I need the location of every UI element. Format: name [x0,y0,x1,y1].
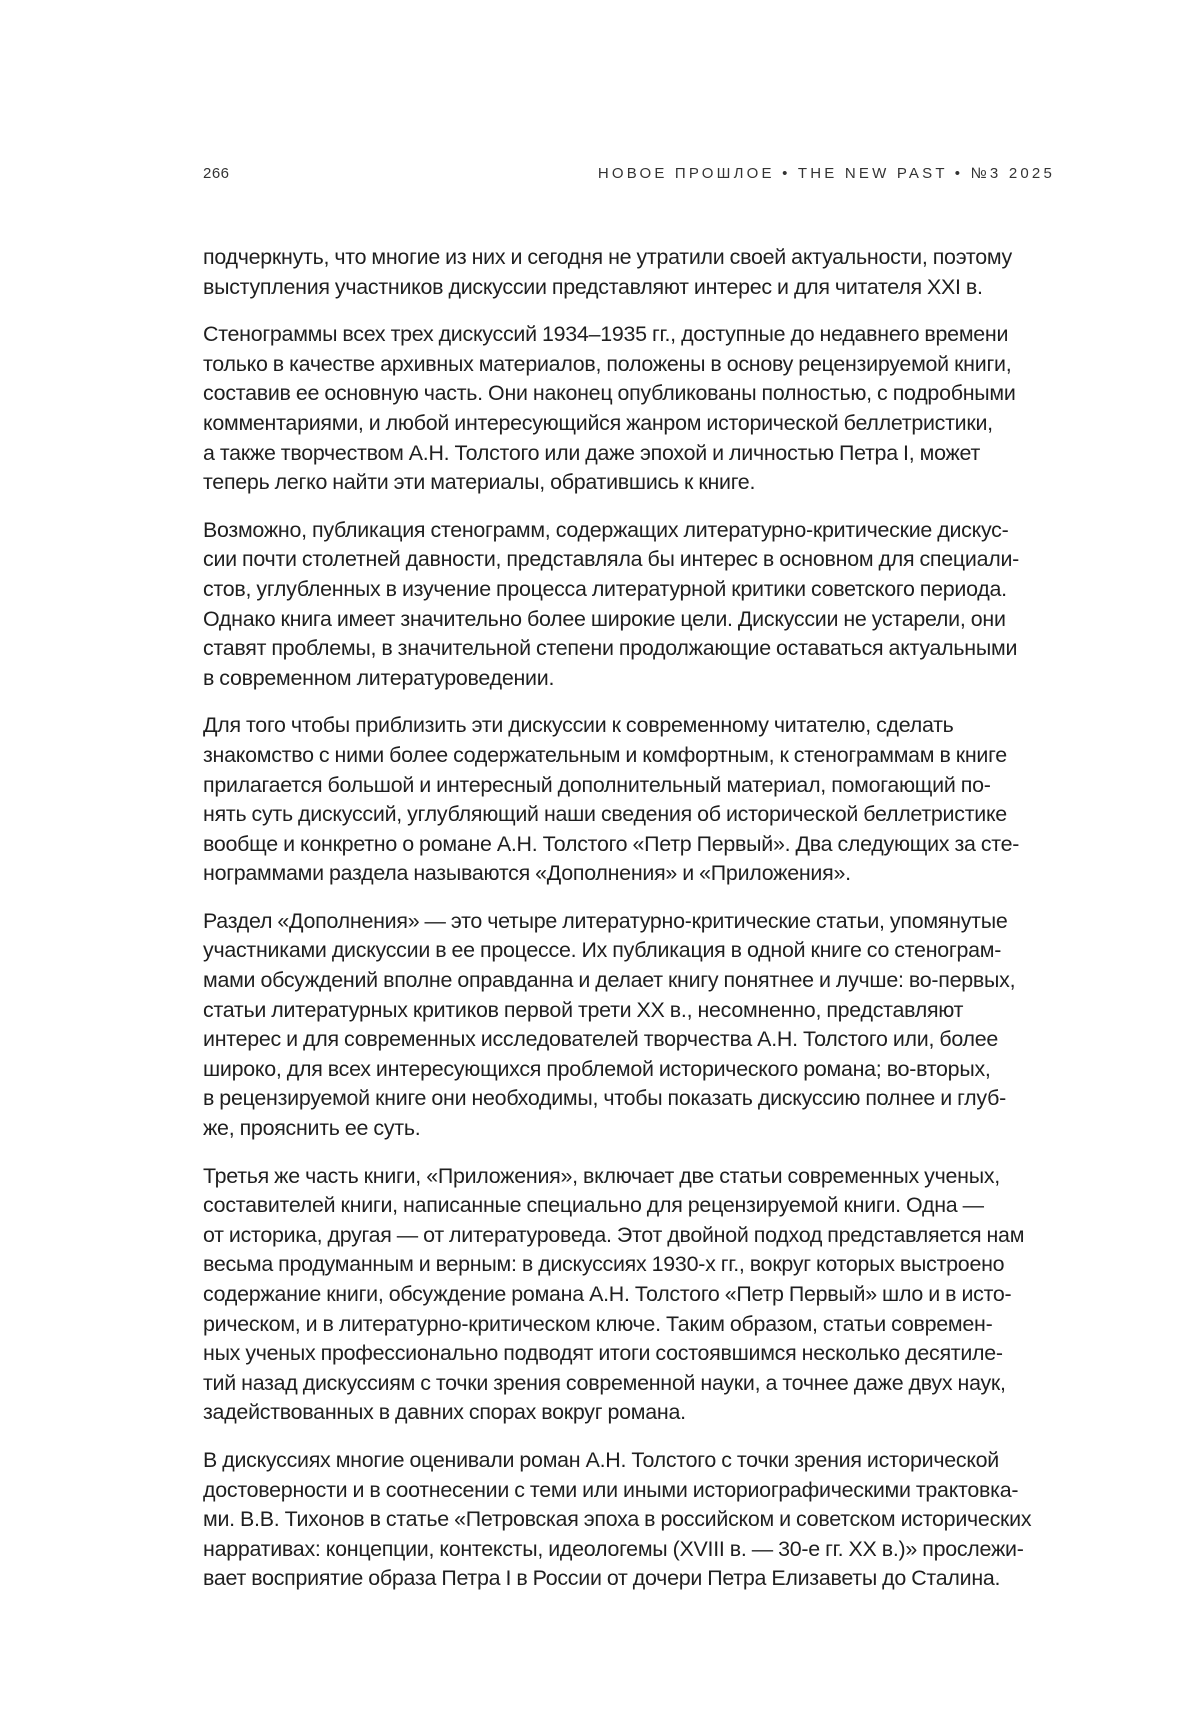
paragraph [203,320,1055,498]
text-line: интерес и для современных исследователей творчества А.Н. Толстого или, более [203,1027,999,1052]
paragraph [203,907,1055,1144]
text-line: Раздел «Дополнения» — это четыре литературно-критические статьи, упомянутые [203,908,1008,933]
text-line: весьма продуманным и верным: в дискуссиях 1930-х гг., вокруг которых выстроено [203,1252,1005,1277]
text-line: широко, для всех интересующихся проблемой исторического романа; во-вторых, [203,1056,991,1081]
text-line: статьи литературных критиков первой трети XX в., несомненно, представляют [203,997,964,1022]
text-line: содержание книги, обсуждение романа А.Н. Толстого «Петр Первый» шло и в исто- [203,1282,1012,1306]
text-line: подчеркнуть, что многие из них и сегодня не утратили своей актуальности, поэтому [203,245,1012,269]
paragraph [203,1446,1055,1594]
journal-title: НОВОЕ ПРОШЛОЕ • THE NEW PAST • №3 2025 [597,165,1055,182]
text-line: Стенограммы всех трех дискуссий 1934–1935 гг., доступные до недавнего времени [203,322,1009,347]
text-line: Третья же часть книги, «Приложения», включает две статьи современных ученых, [203,1163,1000,1188]
text-line: только в качестве архивных материалов, положены в основу рецензируемой книги, [203,351,1012,376]
text-line: нограммами раздела называются «Дополнения» и «Приложения». [203,861,851,886]
text-line: нять суть дискуссий, углубляющий наши сведения об исторической беллетристике [203,802,1007,827]
text-line: в современном литературоведении. [203,665,555,690]
text-line: нарративах: концепции, контексты, идеологемы (XVIII в. — 30-е гг. XX в.)» прослежи- [203,1536,1024,1561]
text-line: Для того чтобы приблизить эти дискуссии к современному читателю, сделать [203,713,954,738]
text-line: комментариями, и любой интересующийся жанром исторической беллетристики, [203,410,993,435]
text-line: же, прояснить ее суть. [203,1116,421,1141]
text-line: участниками дискуссии в ее процессе. Их публикация в одной книге со стенограм- [203,938,1002,963]
text-line: Однако книга имеет значительно более широкие цели. Дискуссии не устарели, они [203,606,1006,631]
page-number: 266 [203,165,230,182]
text-line: мами обсуждений вполне оправданна и делает книгу понятнее и лучше: во-первых, [203,968,1016,993]
text-line: а также творчеством А.Н. Толстого или даже эпохой и личностью Петра I, может [203,440,981,465]
text-line: знакомство с ними более содержательным и комфортным, к стенограммам в книге [203,742,1007,767]
text-line: прилагается большой и интересный дополнительный материал, помогающий по- [203,772,991,797]
paragraph [203,1162,1055,1428]
text-line: Возможно, публикация стенограмм, содержащих литературно-критические дискус- [203,517,1009,542]
text-line: выступления участников дискуссии представляют интерес и для читателя XXI в. [203,274,983,299]
text-line: составив ее основную часть. Они наконец опубликованы полностью, с подробными [203,381,1016,406]
paragraph [203,243,1055,302]
running-header [203,165,1055,187]
text-line: стов, углубленных в изучение процесса литературной критики советского периода. [203,576,1007,601]
text-line: составителей книги, написанные специально для рецензируемой книги. Одна — [203,1193,984,1218]
text-line: достоверности и в соотнесении с теми или иными историографическими трактовка- [203,1477,1019,1502]
text-line: теперь легко найти эти материалы, обратившись к книге. [203,470,756,495]
text-line: ставят проблемы, в значительной степени продолжающие оставаться актуальными [203,636,1018,661]
text-line: рическом, и в литературно-критическом ключе. Таким образом, статьи современ- [203,1311,993,1336]
text-line: ми. В.В. Тихонов в статье «Петровская эпоха в российском и советском исторических [203,1507,1032,1532]
text-line: вообще и конкретно о романе А.Н. Толстого «Петр Первый». Два следующих за сте- [203,831,1020,856]
text-line: вает восприятие образа Петра I в России от дочери Петра Елизаветы до Сталина. [203,1566,1001,1591]
text-line: тий назад дискуссиям с точки зрения современной науки, а точнее даже двух наук, [203,1370,1006,1395]
text-line: в рецензируемой книге они необходимы, чтобы показать дискуссию полнее и глуб- [203,1086,1006,1111]
paragraph [203,711,1055,889]
text-line: задействованных в давних спорах вокруг романа. [203,1400,686,1425]
text-line: сии почти столетней давности, представляла бы интерес в основном для специали- [203,547,1020,572]
text-line: от историка, другая — от литературоведа. Этот двойной подход представляется нам [203,1222,1025,1247]
text-line: ных ученых профессионально подводят итоги состоявшимся несколько десятиле- [203,1341,1003,1366]
article-body [203,243,1055,1612]
paragraph [203,516,1055,694]
text-line: В дискуссиях многие оценивали роман А.Н. Толстого с точки зрения исторической [203,1447,1000,1472]
